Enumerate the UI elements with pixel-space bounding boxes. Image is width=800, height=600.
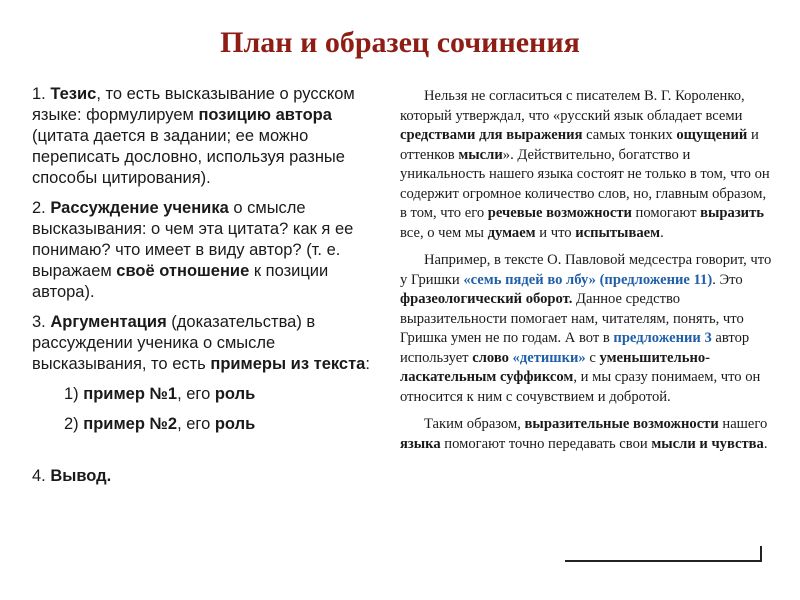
para-bold: думаем: [487, 224, 536, 241]
para-text: помогают точно передавать свои: [440, 435, 652, 452]
para-bold: мысли: [458, 146, 503, 163]
para-highlight: «семь пядей во лбу» (предложение 11): [463, 271, 713, 288]
item-term: Рассуждение ученика: [50, 199, 229, 217]
para-highlight: предложении 3: [613, 330, 712, 346]
para-text: Таким образом,: [424, 416, 525, 432]
item-number: 2.: [32, 199, 51, 217]
plan-subitem-example-1: [64, 384, 382, 405]
item-bold: позицию автора: [198, 106, 332, 124]
item-number: 4.: [32, 467, 51, 485]
item-number: 1.: [32, 85, 51, 103]
para-bold: мысли и чувства: [651, 435, 764, 452]
para-text: с: [585, 349, 600, 366]
subitem-number: 1): [64, 385, 84, 403]
plan-item-conclusion: [32, 466, 382, 487]
subitem-number: 2): [64, 415, 84, 433]
subitem-text: , его: [177, 415, 215, 433]
item-text: к позиции автора).: [32, 262, 329, 301]
plan-subitem-example-2: [64, 414, 382, 435]
essay-plan: [32, 84, 382, 496]
para-text: .: [660, 224, 664, 241]
page-title: План и образец сочинения: [220, 26, 580, 59]
item-text: :: [365, 355, 370, 373]
sample-paragraph-3: [400, 415, 772, 454]
para-bold: испытываем: [575, 224, 661, 241]
item-term: Тезис: [50, 85, 97, 103]
para-bold: средствами для выражения: [400, 127, 583, 143]
para-bold: слово: [472, 349, 509, 366]
para-highlight: «детишки»: [508, 349, 586, 366]
subitem-bold: роль: [214, 415, 256, 433]
para-bold: уменьшительно-ласкательным суффиксом: [400, 349, 711, 385]
item-text: (доказательства) в рассуждении ученика о смысле высказывания, то есть: [32, 313, 316, 373]
subitem-bold: роль: [214, 385, 256, 403]
para-text: и что: [535, 224, 576, 241]
sample-paragraph-1: [400, 87, 772, 243]
para-text: и оттенков: [400, 127, 759, 163]
item-term: Аргументация: [50, 313, 167, 331]
underline-mark: [565, 546, 762, 562]
item-text: о смысле высказывания: о чем эта цитата? как я ее понимаю? что имеет в виду автор? (т. е. выражаем: [32, 199, 354, 280]
plan-item-argumentation: [32, 312, 382, 375]
para-text: помогают: [631, 205, 701, 221]
para-text: ». Действительно, богатство и уникальность нашего языка состоят не только в том, что он содержит огромное количество слов, но, главным образом, в том, что его: [400, 146, 770, 221]
para-text: .: [763, 435, 768, 452]
para-text: нашего: [718, 416, 768, 432]
spacer: [32, 444, 382, 466]
para-text: все, о чем мы: [400, 224, 488, 241]
subitem-text: , его: [177, 385, 215, 403]
plan-item-reasoning: [32, 198, 382, 303]
sample-paragraph-2: [400, 251, 772, 407]
item-text: , то есть высказывание о русском языке: формулируем: [32, 85, 355, 124]
para-bold: ощущений: [676, 127, 748, 143]
para-bold: выразительные возможности: [524, 416, 719, 432]
para-bold: фразеологический оборот.: [400, 291, 573, 307]
subitem-bold: пример №1: [83, 385, 178, 403]
item-bold: своё отношение: [116, 262, 250, 280]
para-text: Данное средство выразительности помогает нам, читателям, понять, что Гришка умен не по годам. А вот в: [400, 291, 744, 346]
para-text: . Это: [712, 271, 743, 288]
item-term: Вывод.: [50, 467, 112, 485]
para-text: самых тонких: [582, 127, 677, 143]
para-text: автор использует: [400, 330, 750, 366]
para-text: , и мы сразу понимаем, что он относится к ним с сочувствием и добротой.: [400, 369, 761, 405]
para-text: Нельзя не согласиться с писателем В. Г. Короленко, который утверждал, что «русский язык обладает всеми: [400, 88, 745, 124]
item-text: (цитата дается в задании; ее можно переписать дословно, используя разные способы цитирования).: [32, 127, 345, 187]
para-bold: речевые возможности: [487, 205, 632, 221]
plan-item-thesis: [32, 84, 382, 189]
item-number: 3.: [32, 313, 51, 331]
para-bold: языка: [400, 435, 441, 452]
item-bold: примеры из текста: [210, 355, 366, 373]
para-text: Например, в тексте О. Павловой медсестра говорит, что у Гришки: [400, 252, 772, 288]
subitem-bold: пример №2: [83, 415, 178, 433]
para-bold: выразить: [700, 205, 764, 221]
essay-sample: [400, 87, 772, 462]
